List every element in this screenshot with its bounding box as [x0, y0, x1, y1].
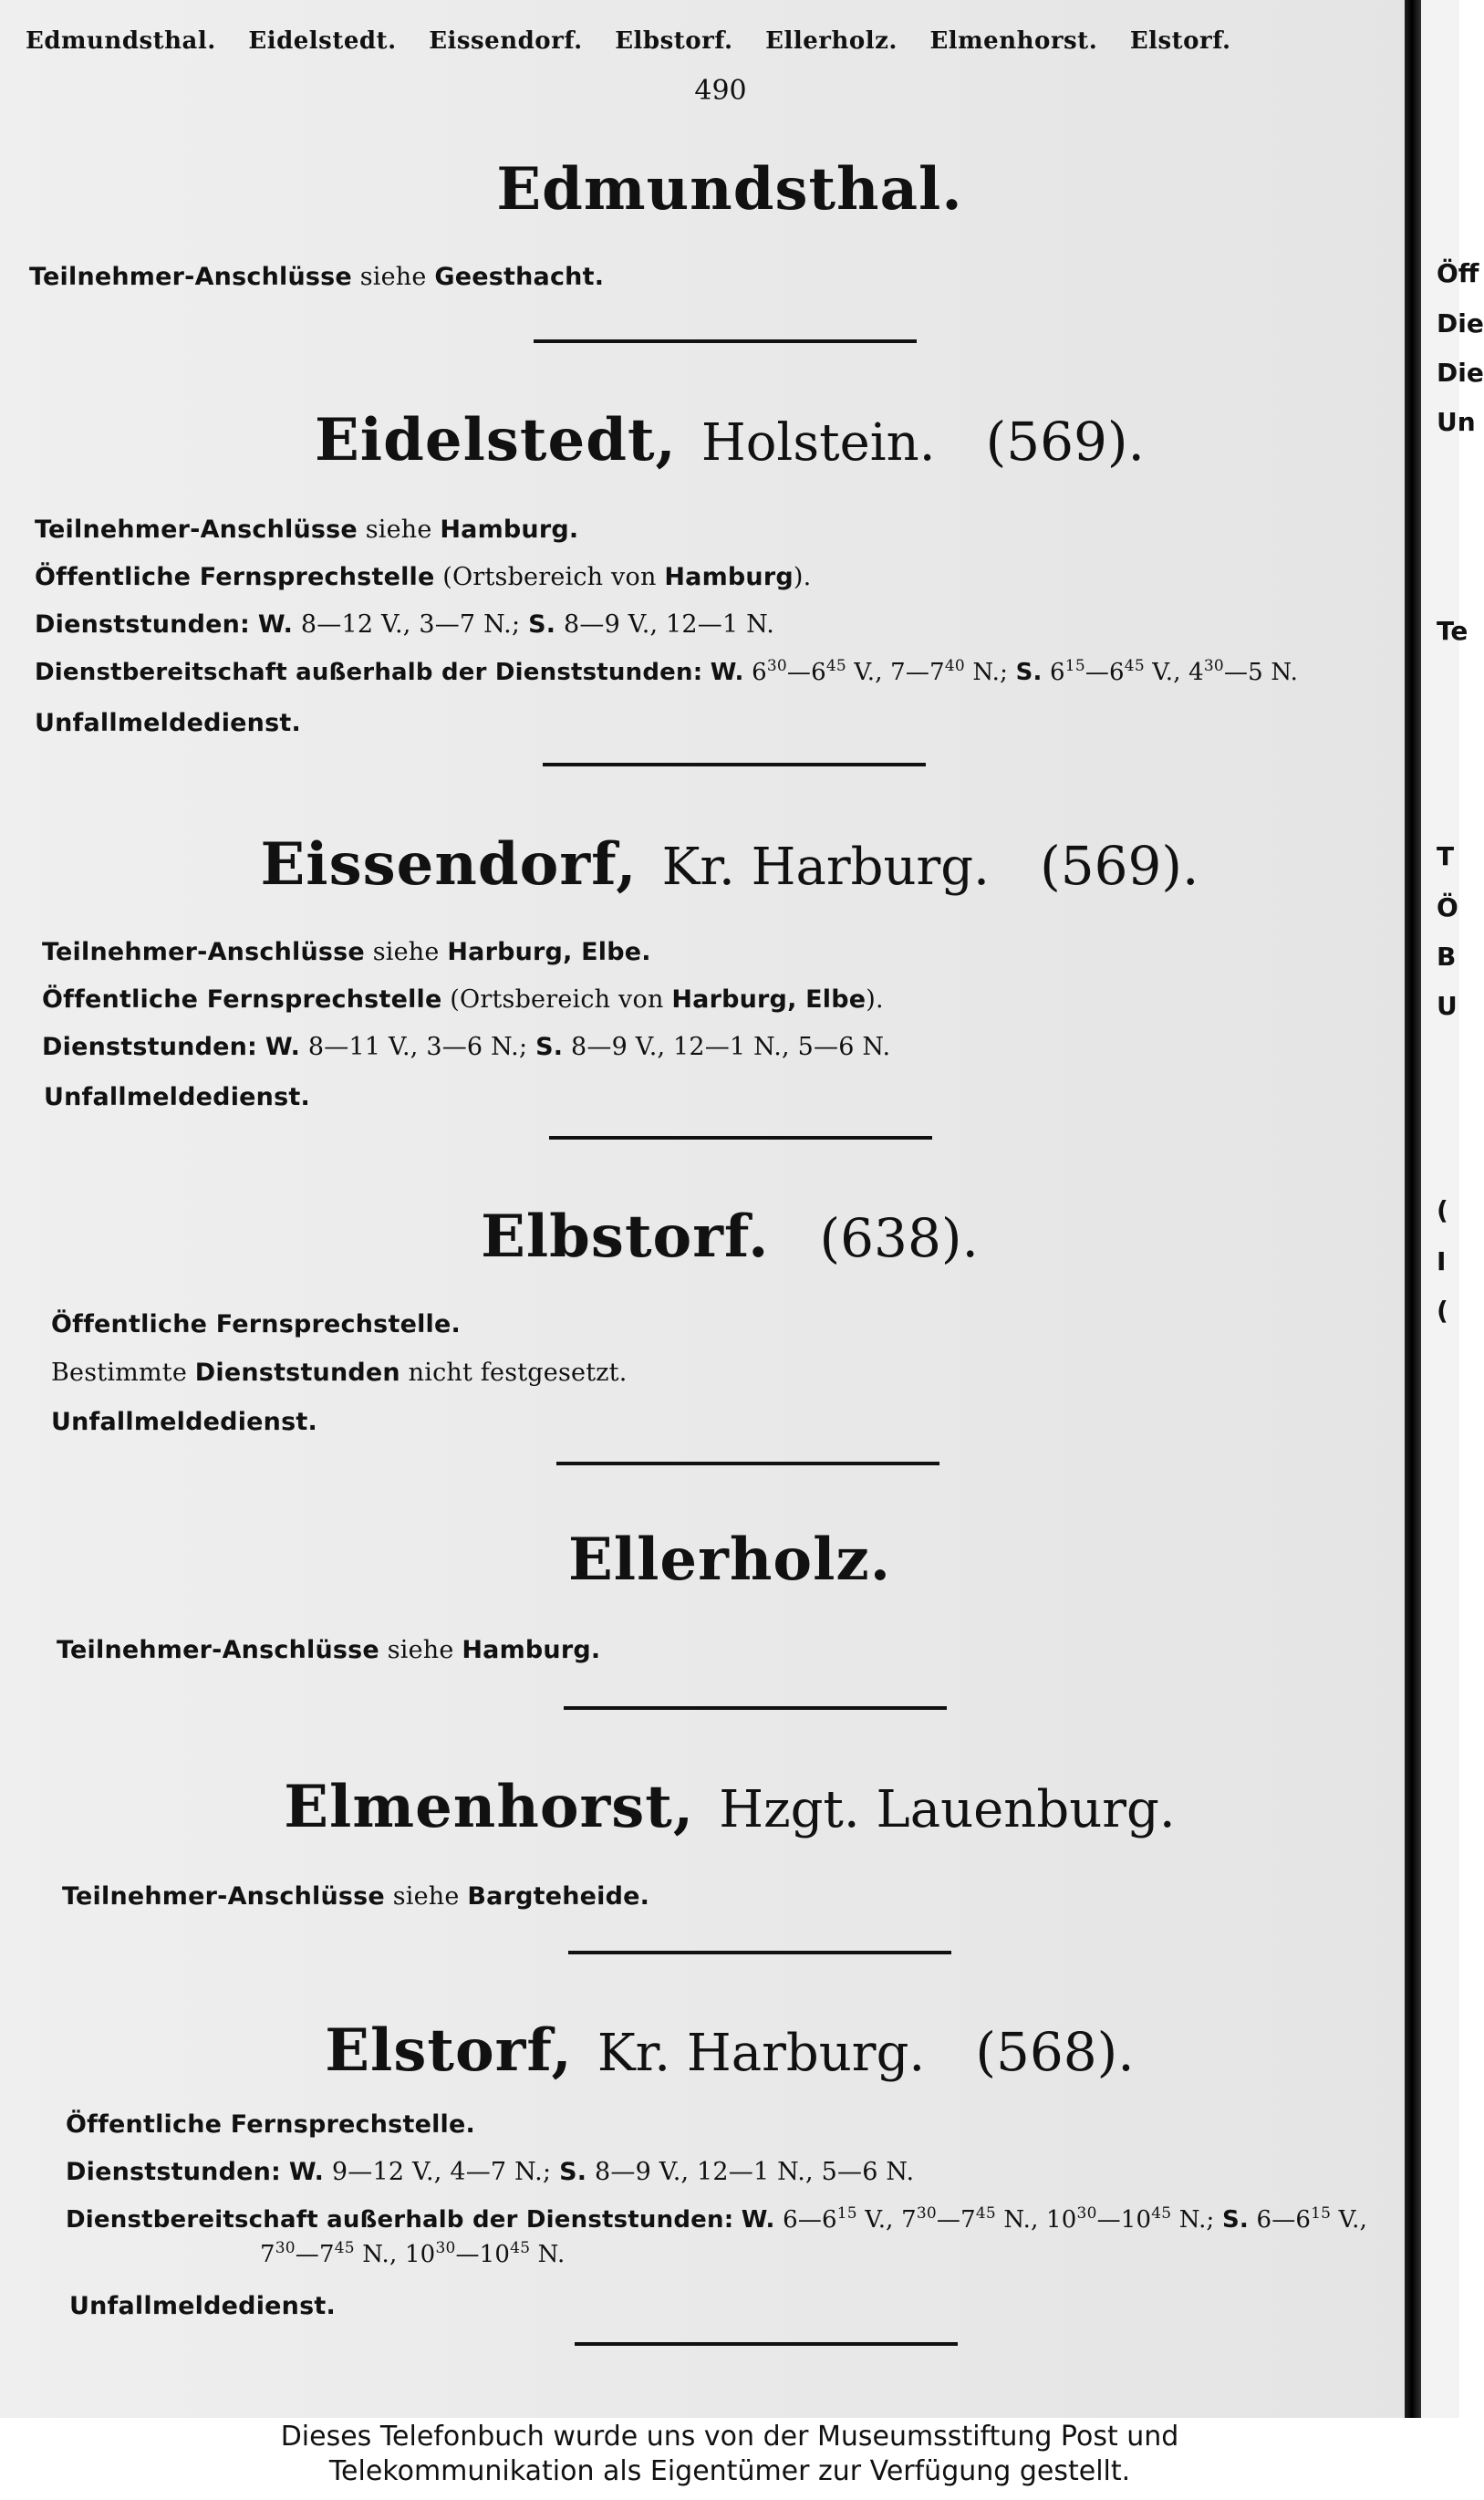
- header-place: Elstorf.: [1129, 27, 1231, 55]
- facing-page-fragment: Die: [1437, 308, 1484, 339]
- running-header: [26, 27, 1394, 55]
- entry-title-edmundsthal: [0, 155, 1459, 224]
- entry-line: Bestimmte Dienststunden nicht festgesetzt.: [51, 1359, 628, 1387]
- region: Kr. Harburg.: [661, 838, 990, 897]
- entry-line: Teilnehmer-Anschlüsse siehe Geesthacht.: [29, 263, 605, 291]
- entry-line: Öffentliche Fernsprechstelle (Ortsbereich von Hamburg).: [35, 563, 812, 591]
- facing-page-fragment: (: [1437, 1296, 1448, 1326]
- section-divider: [568, 1951, 951, 1954]
- facing-page-fragment: Un: [1437, 407, 1476, 437]
- entry-line: Dienstbereitschaft außerhalb der Dienststunden: W. $6^{30}—6^{45}$ V., $7—7^{40}$ N.; S. $6^{15}—6^{45}$ V., $4^{30}—5$ N.: [35, 657, 1299, 686]
- footer-caption: [0, 2420, 1459, 2489]
- entry-line: $7^{30}—7^{45}$ N., $10^{30}—10^{45}$ N.: [260, 2239, 566, 2268]
- facing-page-fragment: Öff: [1437, 258, 1479, 288]
- section-divider: [556, 1462, 939, 1465]
- place-name: Eissendorf,: [260, 830, 638, 899]
- footer-line: Dieses Telefonbuch wurde uns von der Museumsstiftung Post und: [280, 2421, 1179, 2453]
- header-place: Elmenhorst.: [929, 27, 1098, 55]
- facing-page-fragment: Ö: [1437, 892, 1458, 922]
- facing-page-fragment: I: [1437, 1246, 1447, 1276]
- entry-line: Teilnehmer-Anschlüsse siehe Bargteheide.: [62, 1882, 650, 1911]
- place-name: Elmenhorst,: [284, 1773, 695, 1841]
- area-code: (568).: [975, 2021, 1135, 2083]
- entry-title-ellerholz: [0, 1526, 1459, 1594]
- header-place: Edmundsthal.: [26, 27, 216, 55]
- section-divider: [549, 1136, 932, 1140]
- entry-line: Unfallmeldedienst.: [35, 709, 301, 737]
- facing-page-fragment: U: [1437, 991, 1458, 1021]
- area-code: (569).: [985, 411, 1145, 473]
- entry-line: Unfallmeldedienst.: [69, 2292, 336, 2320]
- entry-line: Unfallmeldedienst.: [44, 1083, 310, 1111]
- place-name: Eidelstedt,: [315, 406, 677, 474]
- facing-page-fragment: Te: [1437, 616, 1468, 646]
- entry-line: Unfallmeldedienst.: [51, 1408, 317, 1436]
- place-name: Ellerholz.: [568, 1526, 891, 1594]
- entry-line: Teilnehmer-Anschlüsse siehe Harburg, Elbe.: [42, 938, 651, 966]
- entry-line: Dienststunden: W. 8—12 V., 3—7 N.; S. 8—9 V., 12—1 N.: [35, 610, 775, 639]
- facing-page-fragment: B: [1437, 942, 1457, 972]
- section-divider: [575, 2342, 958, 2346]
- entry-title-elmenhorst: [0, 1773, 1459, 1841]
- facing-page-fragment: (: [1437, 1195, 1448, 1225]
- entry-title-eidelstedt: [0, 406, 1459, 474]
- header-place: Eissendorf.: [429, 27, 583, 55]
- entry-line: Dienststunden: W. 8—11 V., 3—6 N.; S. 8—9 V., 12—1 N., 5—6 N.: [42, 1033, 891, 1061]
- entry-line: Teilnehmer-Anschlüsse siehe Hamburg.: [57, 1636, 601, 1664]
- region: Hzgt. Lauenburg.: [719, 1780, 1176, 1839]
- entry-line: Öffentliche Fernsprechstelle (Ortsbereich von Harburg, Elbe).: [42, 985, 884, 1014]
- entry-title-eissendorf: [0, 830, 1459, 899]
- place-name: Edmundsthal.: [496, 155, 963, 224]
- header-place: Ellerholz.: [765, 27, 898, 55]
- entry-line: Teilnehmer-Anschlüsse siehe Hamburg.: [35, 516, 579, 544]
- area-code: (638).: [819, 1207, 979, 1269]
- footer-line: Telekommunikation als Eigentümer zur Verfügung gestellt.: [328, 2455, 1131, 2487]
- entry-line: Dienstbereitschaft außerhalb der Dienststunden: W. $6—6^{15}$ V., $7^{30}—7^{45}$ N., $10^{30}—10^{45}$ N.; S. $6—6^{15}$ V.,: [66, 2204, 1368, 2234]
- header-place: Eidelstedt.: [248, 27, 397, 55]
- entry-title-elstorf: [0, 2016, 1459, 2085]
- entry-line: Öffentliche Fernsprechstelle.: [66, 2110, 475, 2139]
- region: Holstein.: [700, 413, 936, 473]
- section-divider: [534, 339, 917, 343]
- facing-page-fragment: T: [1437, 841, 1455, 871]
- facing-page-fragment: Die: [1437, 358, 1484, 388]
- region: Kr. Harburg.: [597, 2024, 926, 2083]
- place-name: Elbstorf.: [481, 1203, 770, 1271]
- book-spine: [1405, 0, 1421, 2418]
- header-place: Elbstorf.: [615, 27, 733, 55]
- page-number: 490: [694, 75, 747, 107]
- entry-line: Öffentliche Fernsprechstelle.: [51, 1310, 461, 1339]
- entry-line: Dienststunden: W. 9—12 V., 4—7 N.; S. 8—9 V., 12—1 N., 5—6 N.: [66, 2158, 915, 2186]
- section-divider: [564, 1706, 947, 1710]
- entry-title-elbstorf: [0, 1203, 1459, 1271]
- section-divider: [543, 763, 926, 766]
- area-code: (569).: [1040, 835, 1199, 897]
- place-name: Elstorf,: [325, 2016, 573, 2085]
